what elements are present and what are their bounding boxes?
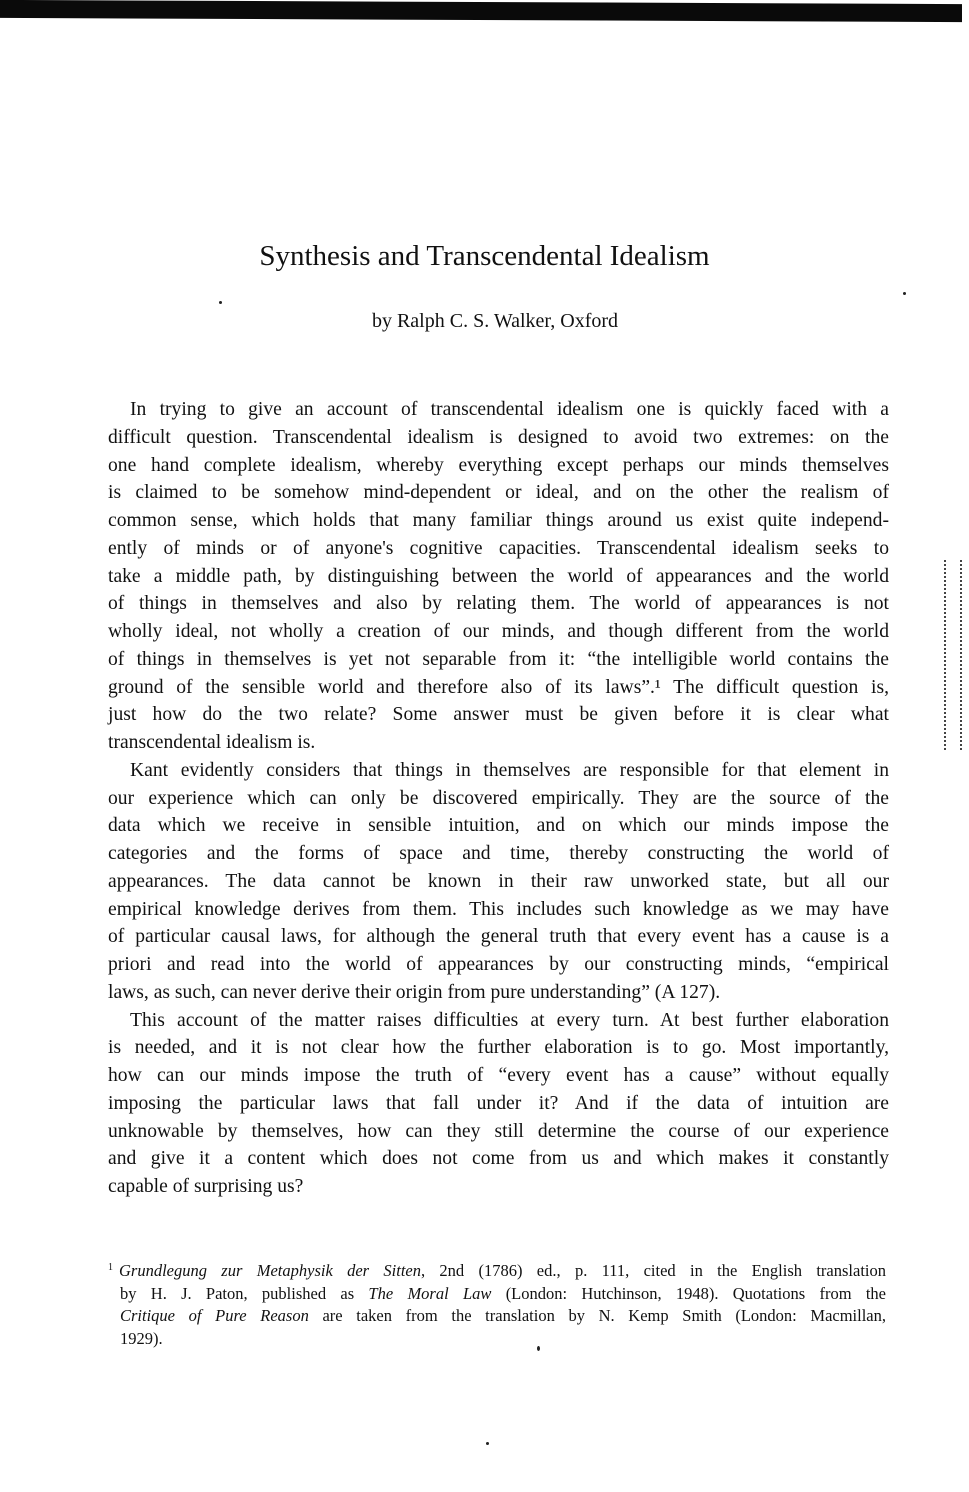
paper-author: by Ralph C. S. Walker, Oxford: [371, 310, 619, 332]
scan-edge-bar: [0, 0, 962, 22]
footnote: [108, 1257, 887, 1350]
scan-speck: [486, 1442, 489, 1445]
text-line: is claimed to be somehow mind-dependent or ideal, and on the other the realism of: [108, 482, 889, 504]
text-line: of particular causal laws, for although the general truth that every event has a cause is a: [108, 926, 889, 948]
text-line: ground of the sensible world and therefore also of its laws”.¹ The difficult question is,: [108, 676, 889, 698]
text-line: of things in themselves is yet not separable from it: “the intelligible world contains the: [108, 648, 889, 670]
footnote-line: 1929).: [120, 1328, 163, 1348]
scan-speck: [903, 292, 906, 295]
text-line: just how do the two relate? Some answer must be given before it is clear what: [108, 704, 889, 726]
body-text: [108, 396, 889, 1201]
text-line: and give it a content which does not come from us and which makes it constantly: [108, 1148, 889, 1170]
text-line: transcendental idealism is.: [108, 732, 316, 753]
footnote-line: $^1$ Grundlegung zur Metaphysik der Sitten, 2nd (1786) ed., p. 111, cited in the English translation: [108, 1261, 886, 1280]
footnote-line: Critique of Pure Reason are taken from the translation by N. Kemp Smith (London: Macmillan,: [120, 1306, 887, 1325]
text-line: difficult question. Transcendental idealism is designed to avoid two extremes: on the: [108, 426, 889, 448]
text-line: laws, as such, can never derive their origin from pure understanding” (A 127).: [108, 981, 721, 1003]
text-line: capable of surprising us?: [108, 1176, 304, 1197]
text-line: common sense, which holds that many familiar things around us exist quite independ-: [108, 510, 889, 531]
text-line: wholly ideal, not wholly a creation of our minds, and though different from the world: [108, 621, 889, 642]
scan-speck: [219, 301, 222, 304]
text-line: This account of the matter raises difficulties at every turn. At best further elaboration: [130, 1009, 889, 1031]
text-line: one hand complete idealism, whereby everything except perhaps our minds themselves: [108, 454, 889, 476]
text-line: is needed, and it is not clear how the further elaboration is to go. Most importantly,: [108, 1037, 889, 1059]
scan-edge-mark: [944, 560, 962, 750]
text-line: ently of minds or of anyone's cognitive capacities. Transcendental idealism seeks to: [108, 537, 889, 559]
text-line: unknowable by themselves, how can they still determine the course of our experience: [108, 1120, 889, 1142]
text-line: Kant evidently considers that things in themselves are responsible for that element in: [130, 759, 889, 781]
text-line: empirical knowledge derives from them. This includes such knowledge as we may have: [108, 898, 889, 920]
footnote-line: by H. J. Paton, published as The Moral Law (London: Hutchinson, 1948). Quotations from the: [120, 1283, 886, 1303]
text-line: appearances. The data cannot be known in their raw unworked state, but all our: [108, 870, 889, 892]
text-line: data which we receive in sensible intuition, and on which our minds impose the: [108, 815, 889, 837]
text-line: priori and read into the world of appearances by our constructing minds, “empirical: [108, 954, 889, 975]
footnote-marker: 1: [108, 1262, 113, 1273]
text-line: imposing the particular laws that fall under it? And if the data of intuition are: [108, 1092, 889, 1114]
text-line: categories and the forms of space and time, thereby constructing the world of: [108, 843, 889, 864]
scan-speck: [537, 1346, 540, 1351]
text-line: In trying to give an account of transcendental idealism one is quickly faced with a: [130, 399, 889, 420]
text-line: our experience which can only be discovered empirically. They are the source of the: [108, 787, 889, 809]
paper-title: Synthesis and Transcendental Idealism: [259, 240, 710, 272]
text-line: of things in themselves and also by relating them. The world of appearances is not: [108, 593, 889, 615]
text-line: take a middle path, by distinguishing between the world of appearances and the world: [108, 565, 889, 587]
text-line: how can our minds impose the truth of “every event has a cause” without equally: [108, 1065, 889, 1086]
